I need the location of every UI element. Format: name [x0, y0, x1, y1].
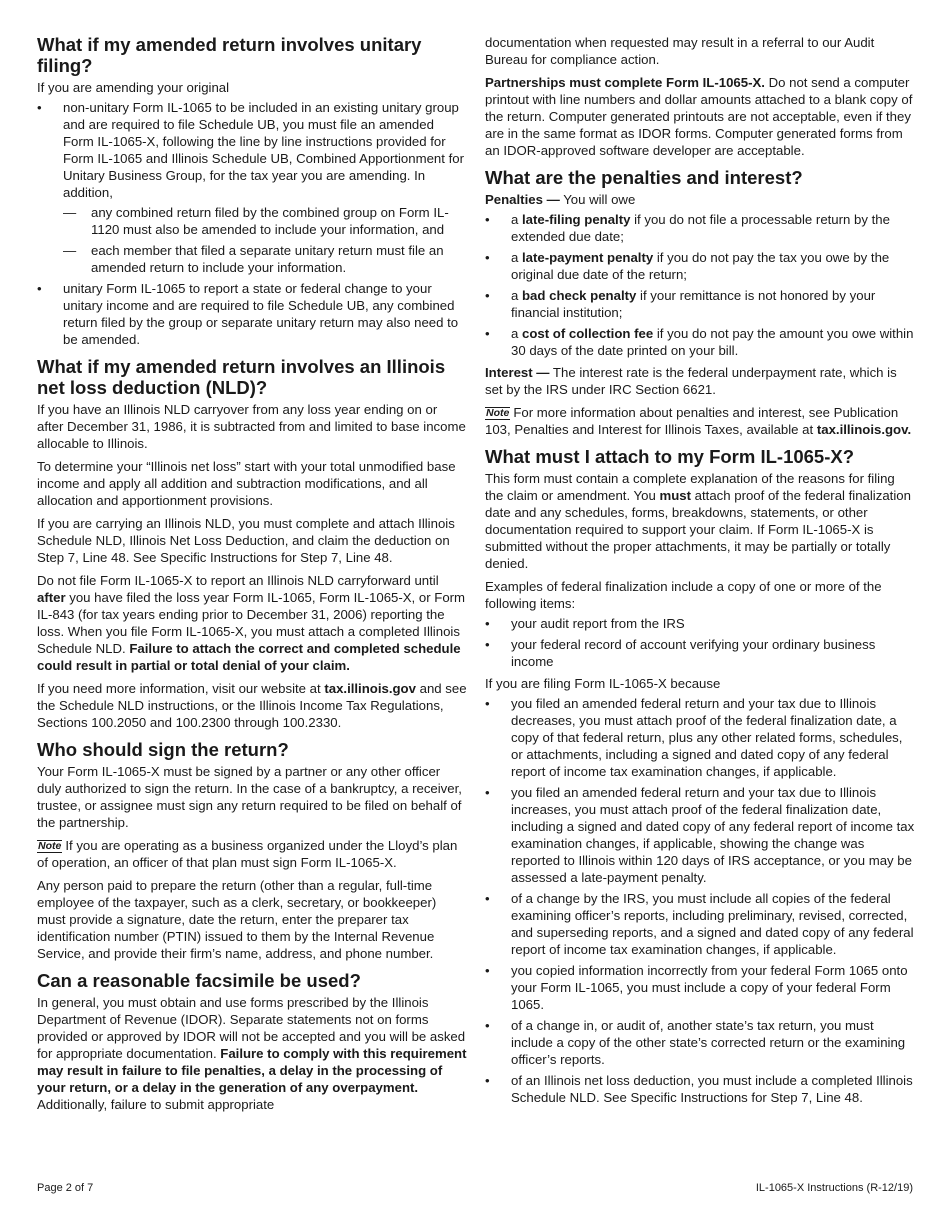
- list-item: • a late-filing penalty if you do not file a processable return by the extended due date;: [485, 211, 915, 245]
- list-item: — each member that filed a separate unitary return must file an amended return to include your information.: [37, 242, 467, 276]
- website-link: tax.illinois.gov: [324, 681, 416, 696]
- paragraph: Partnerships must complete Form IL-1065-X. Do not send a computer printout with line numbers and dollar amounts attached to a blank copy of the return. Computer generated printouts are not acceptable, even if they are in the same format as IDOR forms. Computer generated forms from an IDOR-approved software developer are acceptable.: [485, 75, 913, 158]
- penalties-heading: What are the penalties and interest?: [485, 167, 803, 188]
- website-link: tax.illinois.gov.: [816, 422, 912, 437]
- dash-list: [63, 204, 467, 276]
- paragraph: Do not file Form IL-1065-X to report an Illinois NLD carryforward until after you have filed the loss year Form IL-1065, Form IL-1065-X, or Form IL-843 (for tax years ending prior to December 31, 2006) reporting the loss. When you file Form IL-1065-X, you must attach a completed Illinois Schedule NLD. Failure to attach the correct and completed schedule could result in partial or total denial of your claim.: [37, 573, 466, 673]
- paragraph: documentation when requested may result in a referral to our Audit Bureau for compliance action.: [485, 35, 875, 67]
- sign-heading: Who should sign the return?: [37, 739, 289, 760]
- paragraph: If you are carrying an Illinois NLD, you must complete and attach Illinois Schedule NLD, Illinois Net Loss Deduction, and claim the deduction on Step 7, Line 48. See Specific Instructions for Step 7, Line 48.: [37, 516, 455, 565]
- paragraph: Interest — The interest rate is the federal underpayment rate, which is set by the IRS under IRC Section 6621.: [485, 365, 897, 397]
- list-item: • a bad check penalty if your remittance is not honored by your financial institution;: [485, 287, 915, 321]
- attach-heading: What must I attach to my Form IL-1065-X?: [485, 446, 855, 467]
- paragraph: Examples of federal finalization include a copy of one or more of the following items:: [485, 579, 882, 611]
- list-item: • a cost of collection fee if you do not pay the amount you owe within 30 days of the date printed on your bill.: [485, 325, 915, 359]
- facsimile-heading: Can a reasonable facsimile be used?: [37, 970, 361, 991]
- paragraph: If you are filing Form IL-1065-X because: [485, 676, 721, 691]
- list-item: • non-unitary Form IL-1065 to be included in an existing unitary group and are required to file Schedule UB, you must file an amended Form IL-1065-X, following the line by line instructions provided for Form IL-1065 and Illinois Schedule UB, Combined Apportionment for Unitary Business Group, for the tax year you are amending. In addition, — any combined return filed by the combined group on Form IL-1120 must also be amended to include your information, and — each member that filed a separate unitary return must file an amended return to include your information.: [37, 99, 467, 276]
- paragraph: Any person paid to prepare the return (other than a regular, full-time employee of the taxpayer, such as a clerk, secretary, or bookkeeper) must provide a signature, date the return, enter the preparer tax identification number (PTIN) issued to them by the Internal Revenue Service, and provide their firm’s name, address, and phone number.: [37, 878, 437, 961]
- page-number: Page 2 of 7: [37, 1182, 94, 1194]
- finalization-list: [485, 615, 915, 670]
- paragraph: If you have an Illinois NLD carryover from any loss year ending on or after December 31, 1986, it is subtracted from and limited to base income allocable to Illinois.: [37, 402, 466, 451]
- reasons-list: [485, 695, 915, 1106]
- right-column: [485, 34, 915, 1111]
- list-item: — any combined return filed by the combined group on Form IL-1120 must also be amended to include your information, and: [37, 204, 467, 238]
- list-item: • a late-payment penalty if you do not pay the tax you owe by the original due date of the return;: [485, 249, 915, 283]
- unitary-intro: If you are amending your original: [37, 80, 230, 95]
- unitary-heading: What if my amended return involves unitary filing?: [37, 34, 422, 76]
- list-item: • you filed an amended federal return and your tax due to Illinois increases, you must attach proof of the federal finalization date, including a signed and dated copy of any federal report of income tax examination changes, if applicable, showing the change was reported to Illinois within 120 days of IRS acceptance, or you may be assessed a late-payment penalty.: [485, 784, 915, 886]
- left-column: [37, 34, 467, 1119]
- list-item: • of a change by the IRS, you must include all copies of the federal examining officer’s reports, including preliminary, revised, corrected, and superseding reports, and a signed and dated copy of any federal report of income tax examination changes, if applicable.: [485, 890, 915, 958]
- paragraph: This form must contain a complete explanation of the reasons for filing the claim or amendment. You must attach proof of the federal finalization date and any schedules, forms, breakdowns, statements, or other documentation required to support your claim. If Form IL-1065-X is submitted without the proper attachments, it may be partially or totally denied.: [485, 471, 911, 571]
- list-item: • your federal record of account verifying your ordinary business income: [485, 636, 915, 670]
- note-paragraph: Note If you are operating as a business organized under the Lloyd’s plan of operation, an officer of that plan must sign Form IL-1065-X.: [37, 838, 458, 870]
- list-item: • of an Illinois net loss deduction, you must include a completed Illinois Schedule NLD. See Specific Instructions for Step 7, Line 48.: [485, 1072, 915, 1106]
- paragraph: If you need more information, visit our website at tax.illinois.gov and see the Schedule NLD instructions, or the Illinois Income Tax Regulations, Sections 100.2050 and 100.2300 through 100.2330.: [37, 681, 467, 730]
- paragraph: Penalties — You will owe: [485, 192, 636, 207]
- note-icon: Note: [38, 840, 62, 852]
- list-item: • unitary Form IL-1065 to report a state or federal change to your unitary income and are required to file Schedule UB, any combined return filed by the group or separate unitary return may also need to be amended.: [37, 280, 467, 348]
- note-icon: Note: [486, 407, 510, 419]
- paragraph: To determine your “Illinois net loss” start with your total unmodified base income and apply all addition and subtraction modifications, and all allocation and apportionment provisions.: [37, 459, 456, 508]
- unitary-list: [37, 99, 467, 348]
- list-item: • your audit report from the IRS: [485, 615, 915, 632]
- list-item: • of a change in, or audit of, another state’s tax return, you must include a copy of the other state’s corrected return or the examining officer’s reports.: [485, 1017, 915, 1068]
- nld-heading: What if my amended return involves an Illinois net loss deduction (NLD)?: [37, 356, 446, 398]
- paragraph: Your Form IL-1065-X must be signed by a partner or any other officer duly authorized to sign the return. In the case of a bankruptcy, a receiver, trustee, or assignee must sign any return required to be filed on behalf of the partnership.: [37, 764, 462, 830]
- list-item: • you copied information incorrectly from your federal Form 1065 onto your Form IL-1065, you must include a copy of your federal Form 1065.: [485, 962, 915, 1013]
- form-id: IL-1065-X Instructions (R-12/19): [755, 1182, 913, 1194]
- penalties-list: [485, 211, 915, 359]
- list-item: • you filed an amended federal return and your tax due to Illinois decreases, you must attach proof of the federal finalization date, a copy of that federal return, plus any other related forms, schedules, or attachments, including a signed and dated copy of any federal report of income tax examination changes, if applicable.: [485, 695, 915, 780]
- paragraph: In general, you must obtain and use forms prescribed by the Illinois Department of Revenue (IDOR). Separate statements not on forms provided or approved by IDOR will not be accepted and you will be asked for appropriate documentation. Failure to comply with this requirement may result in failure to file penalties, a delay in the processing of your return, or a delay in the generation of any overpayment. Additionally, failure to submit appropriate: [37, 995, 467, 1112]
- note-paragraph: Note For more information about penalties and interest, see Publication 103, Penalties and Interest for Illinois Taxes, available at tax.illinois.gov.: [485, 405, 912, 437]
